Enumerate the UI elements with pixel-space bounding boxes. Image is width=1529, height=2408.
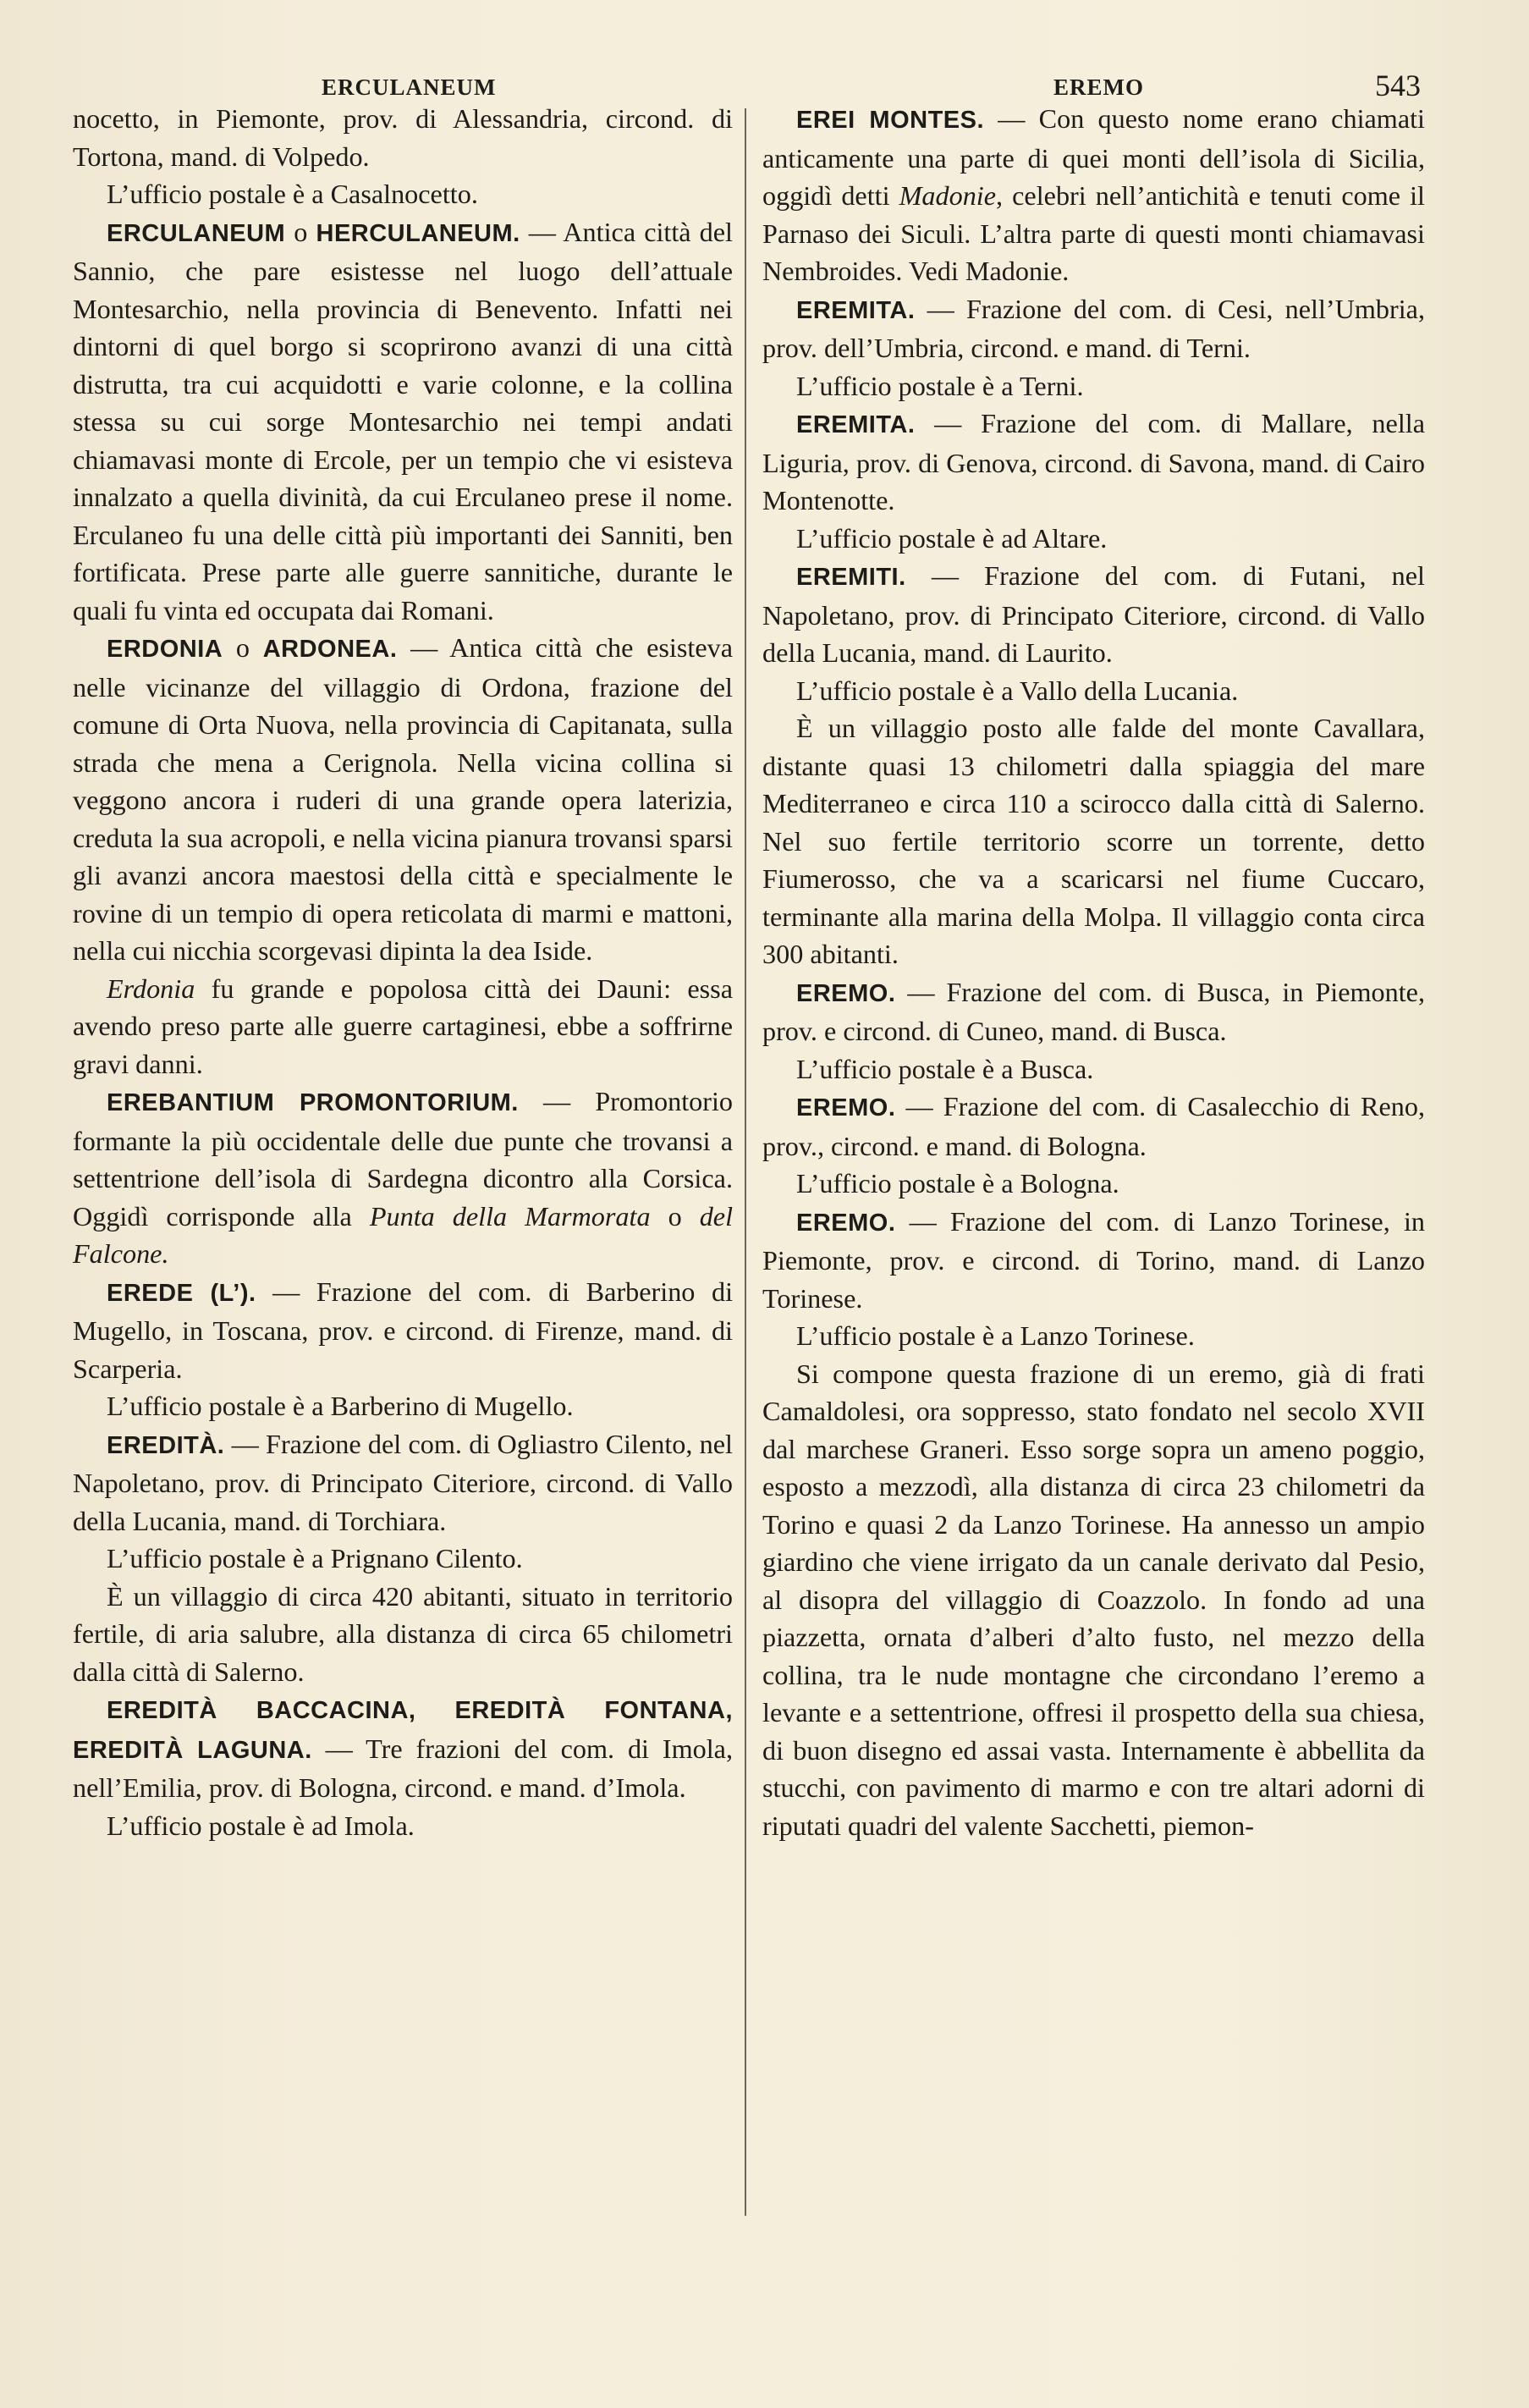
left-column [73,100,733,1844]
paragraph [762,367,1425,405]
running-header-right: EREMO [1053,74,1145,100]
entry-text: È un villaggio di circa 420 abitanti, situato in territorio fertile, di aria salubre, alla distanza di circa 65 chilometri dalla città di Salerno. [73,1580,733,1687]
entry-headword: EREMITA. [796,296,916,324]
entry-text: fu grande e popolosa città dei Dauni: essa avendo preso parte alle guerre cartaginesi, ebbe a soffrirne gravi danni. [73,973,733,1079]
paragraph [762,709,1425,973]
entry-text: — Con questo nome erano chiamati anticamente una parte di quei monti dell’isola di Sicilia, oggidì detti [762,103,1426,211]
entry-headword: EREMO. [796,1209,896,1237]
entry-headword: EREDITÀ BACCACINA, EREDITÀ FONTANA, EREDITÀ LAGUNA. [73,1697,733,1764]
italic-text: Punta della Marmorata [369,1200,651,1232]
paragraph [73,100,733,175]
paragraph [73,1578,733,1691]
entry-headword: EREMITA. [796,411,916,438]
italic-text: Erdonia [107,973,195,1004]
paragraph [73,1807,733,1845]
paragraph [73,1083,733,1273]
entry-text: L’ufficio postale è a Barberino di Mugello. [107,1391,574,1421]
entry-headword: EREI MONTES. [796,107,985,134]
paragraph [762,100,1425,290]
entry-text: — Tre frazioni del com. di Imola, nell’Emilia, prov. di Bologna, circond. e mand. d’Imola. [73,1733,733,1803]
paragraph [762,290,1425,367]
entry-text: o [223,632,263,663]
paragraph [73,213,733,630]
entry-text: L’ufficio postale è a Casalnocetto. [107,179,478,209]
column-divider [745,108,746,2216]
paragraph [762,1165,1425,1203]
paragraph [762,1317,1425,1355]
running-header-left: ERCULANEUM [322,74,497,100]
entry-headword: EREMO. [796,979,896,1007]
paragraph [73,1387,733,1425]
paragraph [762,672,1425,710]
right-column [762,100,1425,1844]
entry-text: nocetto, in Piemonte, prov. di Alessandria, circond. di Tortona, mand. di Volpedo. [73,103,733,172]
entry-headword: EREMITI. [796,564,906,591]
paragraph [73,1273,733,1388]
entry-text: L’ufficio postale è ad Altare. [796,522,1108,554]
entry-headword: EREMO. [796,1094,896,1121]
paragraph [762,1203,1425,1318]
paragraph [762,1050,1425,1088]
paragraph [762,1088,1425,1165]
entry-text: — Promontorio formante la più occidentale delle due punte che trovansi a settentrione dell’isola di Sardegna dicontro alla Corsica. Oggidì corrisponde alla [73,1086,733,1232]
entry-headword: ERCULANEUM [107,219,286,247]
paragraph [762,1355,1425,1845]
entry-text: — Frazione del com. di Lanzo Torinese, in Piemonte, prov. e circond. di Torino, mand. di Lanzo Torinese. [762,1205,1425,1314]
entry-headword: EREDE (L’). [107,1279,256,1307]
italic-text: Madonie [899,180,997,211]
entry-text: — Frazione del com. di Barberino di Mugello, in Toscana, prov. e circond. di Firenze, mand. di Scarperia. [73,1276,734,1384]
entry-text: — Antica città del Sannio, che pare esistesse nel luogo dell’attuale Montesarchio, nella provincia di Benevento. Infatti nei dintorni di quel borgo si scoprirono avanzi di una città distrutta, tra cui acquidotti e varie colonne, e la collina stessa su cui sorge Montesarchio nei tempi andati chiamavasi monte di Ercole, per un tempio che vi esisteva innalzato a quella divinità, da cui Erculaneo prese il nome. Erculaneo fu una delle città più importanti dei Sanniti, ben fortificata. Prese parte alle guerre sannitiche, durante le quali fu vinta ed occupata dai Romani. [73,216,734,625]
paragraph [73,1540,733,1578]
entry-text: L’ufficio postale è a Prignano Cilento. [107,1543,523,1573]
entry-headword: EREBANTIUM PROMONTORIUM. [107,1089,519,1116]
entry-text: o [285,216,316,247]
entry-headword: HERCULANEUM. [316,219,520,247]
italic-text: del Falcone. [73,1200,734,1269]
entry-text: L’ufficio postale è a Bologna. [796,1168,1119,1198]
paragraph [762,557,1425,672]
paragraph [762,520,1425,558]
entry-text: — Frazione del com. di Cesi, nell’Umbria, prov. dell’Umbria, circond. e mand. di Terni. [762,293,1425,363]
paragraph [73,629,733,970]
paragraph [762,973,1425,1050]
entry-text: — Frazione del com. di Busca, in Piemonte, prov. e circond. di Cuneo, mand. di Busca. [762,976,1425,1046]
entry-text: , celebri nell’antichità e tenuti come il Parnaso dei Siculi. L’altra parte di questi monti chiamavasi Nembroides. Vedi Madonie. [762,180,1426,286]
entry-text: — Frazione del com. di Futani, nel Napoletano, prov. di Principato Citeriore, circond. di Vallo della Lucania, mand. di Laurito. [762,560,1425,668]
paragraph [73,1425,733,1540]
entry-text: L’ufficio postale è ad Imola. [107,1810,415,1841]
entry-headword: EREDITÀ. [107,1431,225,1459]
entry-text: L’ufficio postale è a Busca. [796,1053,1094,1084]
entry-text: L’ufficio postale è a Terni. [796,370,1084,401]
entry-headword: ARDONEA. [262,636,398,663]
paragraph [762,405,1425,520]
paragraph [73,970,733,1083]
entry-text: L’ufficio postale è a Vallo della Lucania. [796,675,1239,706]
entry-text: — Frazione del com. di Casalecchio di Reno, prov., circond. e mand. di Bologna. [762,1091,1425,1161]
paragraph [73,1690,733,1807]
paragraph [73,175,733,213]
entry-text: — Frazione del com. di Mallare, nella Liguria, prov. di Genova, circond. di Savona, mand. di Cairo Montenotte. [762,408,1425,515]
entry-text: — Antica città che esisteva nelle vicinanze del villaggio di Ordona, frazione del comune di Orta Nuova, nella provincia di Capitanata, sulla strada che mena a Cerignola. Nella vicina collina si veggono ancora i ruderi di una grande opera laterizia, creduta la sua acropoli, e nella vicina pianura trovansi sparsi gli avanzi ancora maestosi della città e specialmente le rovine di un tempio di opera reticolata di marmi e mattoni, nella cui nicchia scorgevasi dipinta la dea Iside. [73,632,734,966]
entry-text: o [650,1200,700,1232]
entry-headword: ERDONIA [107,636,223,663]
entry-text: — Frazione del com. di Ogliastro Cilento, nel Napoletano, prov. di Principato Citeriore, circond. di Vallo della Lucania, mand. di Torchiara. [73,1428,733,1536]
entry-text: È un villaggio posto alle falde del monte Cavallara, distante quasi 13 chilometri dalla spiaggia del mare Mediterraneo e circa 110 a scirocco dalla città di Salerno. Nel suo fertile territorio scorre un torrente, detto Fiumerosso, che va a scaricarsi nel fiume Cuccaro, terminante alla marina della Molpa. Il villaggio conta circa 300 abitanti. [762,713,1425,969]
entry-text: L’ufficio postale è a Lanzo Torinese. [796,1320,1195,1351]
page-number: 543 [1375,69,1421,102]
entry-text: Si compone questa frazione di un eremo, già di frati Camaldolesi, ora soppresso, stato fondato nel secolo XVII dal marchese Graneri. Esso sorge sopra un ameno poggio, esposto a mezzodì, alla distanza di circa 23 chilometri da Torino e quasi 2 da Lanzo Torinese. Ha annesso un ampio giardino che viene irrigato da un canale derivato dal Pesio, al disopra del villaggio di Coazzolo. In fondo ad una piazzetta, ornata d’alberi d’alto fusto, nel mezzo della collina, tra le nude montagne che circondano l’eremo a levante e a settentrione, offresi il prospetto della sua chiesa, di buon disegno ed assai vasta. Internamente è abbellita da stucchi, con pavimento di marmo e con tre altari adorni di riputati quadri del valente Sacchetti, piemon- [762,1358,1425,1841]
